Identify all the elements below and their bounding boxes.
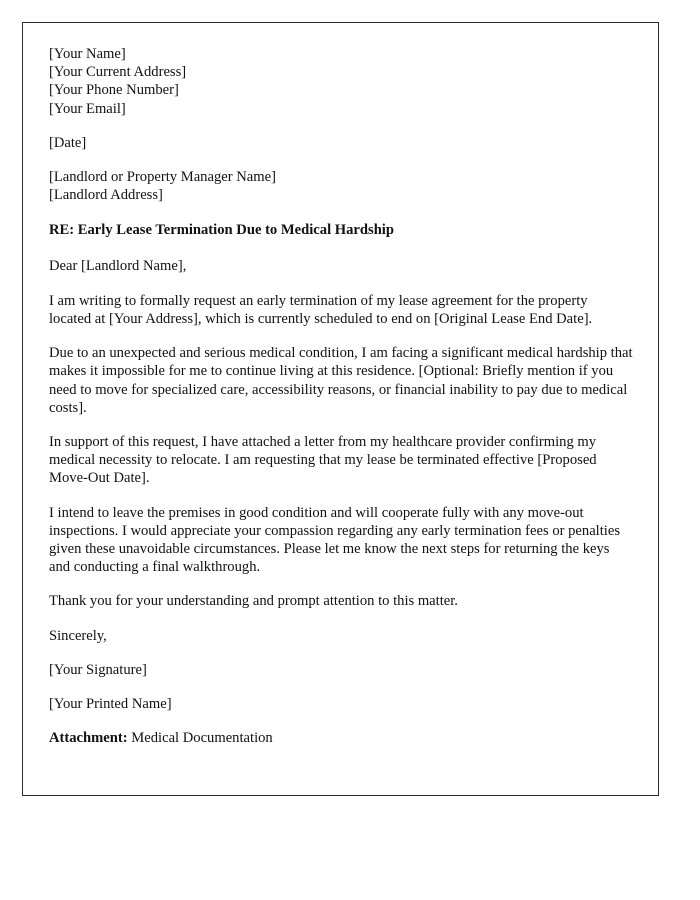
- subject-line: RE: Early Lease Termination Due to Medical Hardship: [49, 222, 394, 239]
- sender-email-line: [Your Email]: [49, 100, 126, 117]
- body-paragraph-3: In support of this request, I have attached a letter from my healthcare provider confirming my medical necessity to relocate. I am requesting that my lease be terminated effective [Proposed Move-Out Date].: [49, 434, 597, 487]
- recipient-name-line: [Landlord or Property Manager Name]: [49, 169, 276, 186]
- body-paragraph-4: I intend to leave the premises in good condition and will cooperate fully with any move-out inspections. I would appreciate your compassion regarding any early termination fees or penalties given these unavoidable circumstances. Please let me know the next steps for returning the keys and conducting a final walkthrough.: [49, 504, 620, 576]
- document-page-frame: [22, 22, 659, 796]
- attachment-line: [49, 729, 633, 747]
- sender-address-line: [Your Current Address]: [49, 64, 187, 81]
- letter-content: [49, 45, 633, 747]
- letter-date: [Date]: [49, 134, 87, 151]
- recipient-address-line: [Landlord Address]: [49, 187, 163, 204]
- attachment-label: Attachment:: [49, 730, 128, 747]
- body-paragraph-1: I am writing to formally request an early termination of my lease agreement for the property located at [Your Address], which is currently scheduled to end on [Original Lease End Date].: [49, 292, 593, 328]
- attachment-value: Medical Documentation: [131, 730, 273, 747]
- closing-salutation: Sincerely,: [49, 627, 107, 644]
- recipient-address-block: [49, 168, 633, 204]
- printed-name-placeholder: [Your Printed Name]: [49, 696, 172, 713]
- sender-phone-line: [Your Phone Number]: [49, 82, 179, 99]
- sender-address-block: [49, 45, 633, 118]
- sender-name-line: [Your Name]: [49, 46, 126, 62]
- salutation: Dear [Landlord Name],: [49, 257, 187, 274]
- body-paragraph-2: Due to an unexpected and serious medical condition, I am facing a significant medical hardship that makes it impossible for me to continue living at this residence. [Optional: Briefly mention if you need to move for specialized care, accessibility reasons, or financial inability to pay due to medical costs].: [49, 345, 633, 416]
- body-paragraph-5: Thank you for your understanding and prompt attention to this matter.: [49, 593, 458, 610]
- signature-placeholder: [Your Signature]: [49, 661, 147, 678]
